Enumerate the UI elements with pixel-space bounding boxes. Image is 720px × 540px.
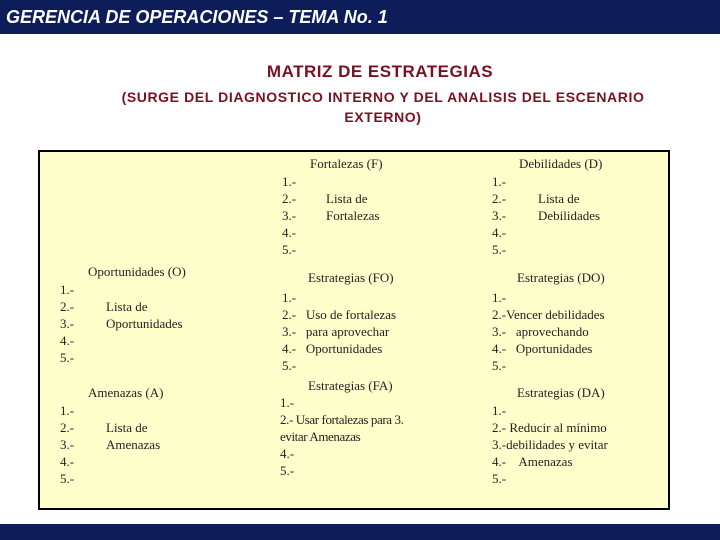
da-line-5: 5.- xyxy=(492,471,507,486)
page-title: MATRIZ DE ESTRATEGIAS xyxy=(266,62,494,81)
debilidades-num-5: 5.- xyxy=(492,242,507,257)
fo-line-2: 2.- Uso de fortalezas xyxy=(282,307,397,322)
debilidades-cell xyxy=(490,156,660,256)
footer-bar xyxy=(0,524,720,540)
do-line-5: 5.- xyxy=(492,358,507,373)
da-line-4: 4.- Amenazas xyxy=(492,454,573,469)
oportunidades-num-3: 3.- xyxy=(60,316,75,331)
amenazas-num-2: 2.- xyxy=(60,420,75,435)
amenazas-num-3: 3.- xyxy=(60,437,75,452)
fortalezas-cell xyxy=(280,156,440,256)
header-bar xyxy=(0,0,720,34)
debilidades-text-1: Lista de xyxy=(538,191,580,206)
do-line-2: 2.-Vencer debilidades xyxy=(492,307,605,322)
oportunidades-num-5: 5.- xyxy=(60,350,75,365)
oportunidades-num-4: 4.- xyxy=(60,333,75,348)
fo-heading: Estrategias (FO) xyxy=(308,270,394,285)
fortalezas-num-2: 2.- xyxy=(282,191,297,206)
fo-line-1: 1.- xyxy=(282,290,297,305)
oportunidades-cell xyxy=(58,264,238,364)
do-line-3: 3.- aprovechando xyxy=(492,324,589,339)
strategy-matrix xyxy=(38,150,670,510)
fa-line-1: 1.- xyxy=(280,395,295,410)
fo-cell xyxy=(280,270,460,373)
do-cell xyxy=(490,270,665,373)
debilidades-text-2: Debilidades xyxy=(538,208,601,223)
oportunidades-text-2: Oportunidades xyxy=(106,316,183,331)
da-line-2: 2.- Reducir al mínimo xyxy=(492,420,607,435)
da-heading: Estrategias (DA) xyxy=(517,385,605,400)
amenazas-num-4: 4.- xyxy=(60,454,75,469)
oportunidades-num-2: 2.- xyxy=(60,299,75,314)
amenazas-num-1: 1.- xyxy=(60,403,75,418)
header-title: GERENCIA DE OPERACIONES – TEMA No. 1 xyxy=(6,7,388,27)
fa-heading: Estrategias (FA) xyxy=(308,378,393,393)
do-heading: Estrategias (DO) xyxy=(517,270,605,285)
do-line-4: 4.- Oportunidades xyxy=(492,341,593,356)
fortalezas-text-2: Fortalezas xyxy=(326,208,380,223)
do-line-1: 1.- xyxy=(492,290,507,305)
fa-line-2: 2.- Usar fortalezas para 3. evitar Amenazas xyxy=(280,412,404,444)
amenazas-num-5: 5.- xyxy=(60,471,75,486)
oportunidades-heading: Oportunidades (O) xyxy=(88,264,186,279)
fortalezas-num-3: 3.- xyxy=(282,208,297,223)
fo-line-3: 3.- para aprovechar xyxy=(282,324,390,339)
da-cell xyxy=(490,385,665,485)
debilidades-heading: Debilidades (D) xyxy=(519,156,603,171)
fortalezas-heading: Fortalezas (F) xyxy=(310,156,383,171)
fa-cell xyxy=(280,378,440,488)
debilidades-num-2: 2.- xyxy=(492,191,507,206)
page-subtitle: (SURGE DEL DIAGNOSTICO INTERNO Y DEL ANALISIS DEL ESCENARIO EXTERNO) xyxy=(121,89,645,125)
oportunidades-text-1: Lista de xyxy=(106,299,148,314)
da-line-3: 3.-debilidades y evitar xyxy=(492,437,608,452)
fortalezas-num-5: 5.- xyxy=(282,242,297,257)
fortalezas-text-1: Lista de xyxy=(326,191,368,206)
amenazas-cell xyxy=(58,385,238,485)
amenazas-text-1: Lista de xyxy=(106,420,148,435)
amenazas-heading: Amenazas (A) xyxy=(88,385,164,400)
debilidades-num-3: 3.- xyxy=(492,208,507,223)
oportunidades-num-1: 1.- xyxy=(60,282,75,297)
amenazas-text-2: Amenazas xyxy=(106,437,161,452)
fortalezas-num-1: 1.- xyxy=(282,174,297,189)
debilidades-num-4: 4.- xyxy=(492,225,507,240)
da-line-1: 1.- xyxy=(492,403,507,418)
fo-line-5: 5.- xyxy=(282,358,297,373)
fo-line-4: 4.- Oportunidades xyxy=(282,341,383,356)
fortalezas-num-4: 4.- xyxy=(282,225,297,240)
fa-line-4: 4.- xyxy=(280,446,295,461)
fa-line-5: 5.- xyxy=(280,463,295,478)
debilidades-num-1: 1.- xyxy=(492,174,507,189)
